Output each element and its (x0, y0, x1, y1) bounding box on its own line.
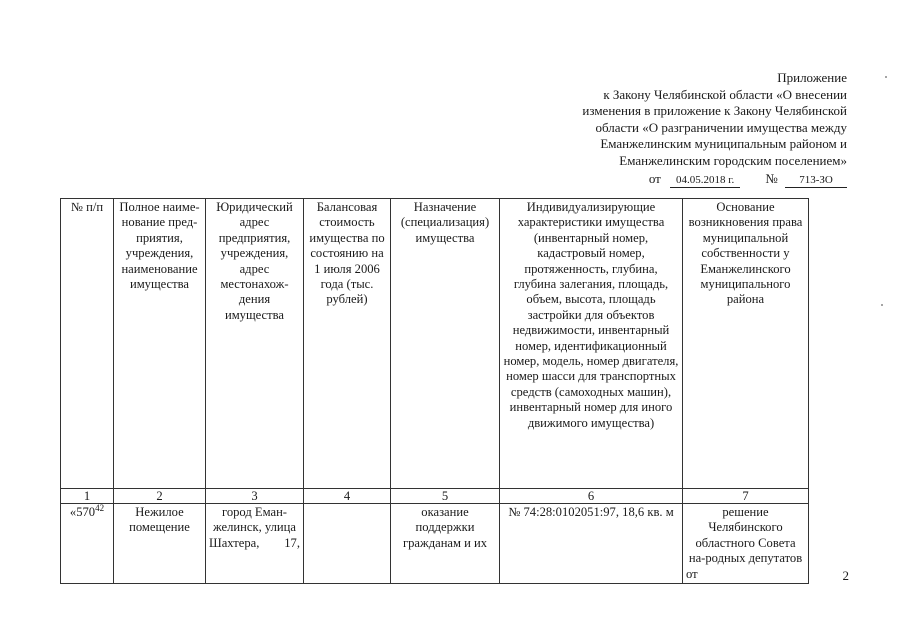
row-number-cell (61, 504, 114, 584)
header-cell: Полное наиме-нование пред-приятия, учреждения, наименование имущества (114, 199, 206, 489)
date-number-line (517, 171, 847, 188)
balance-value-cell (304, 504, 391, 584)
scan-speck (881, 304, 883, 306)
appendix-line: Еманжелинским муниципальным районом и (600, 136, 847, 152)
appendix-header (517, 70, 847, 188)
column-number: 2 (114, 489, 206, 504)
header-cell: Основание возникновения права муниципальной собственности у Еманжелинского муниципального района (683, 199, 809, 489)
appendix-line: Еманжелинским городским поселением» (619, 152, 847, 168)
header-cell: Балансовая стоимость имущества по состоянию на 1 июля 2006 года (тыс. рублей) (304, 199, 391, 489)
property-table (60, 198, 809, 584)
column-number: 1 (61, 489, 114, 504)
table-header-row (61, 199, 809, 489)
property-address-cell: город Еман-желинск, улица Шахтера, 17, (206, 504, 304, 584)
scan-speck (885, 76, 887, 78)
appendix-line: области «О разграничении имущества между (595, 119, 847, 135)
appendix-line: Приложение (777, 70, 847, 85)
row-number-superscript: 42 (95, 502, 105, 513)
property-name-cell: Нежилое помещение (114, 504, 206, 584)
table-row (61, 504, 809, 584)
appendix-line: к Закону Челябинской области «О внесении (603, 86, 847, 102)
purpose-cell: оказание поддержки гражданам и их (391, 504, 500, 584)
page-number: 2 (842, 568, 849, 583)
column-number-row (61, 489, 809, 504)
header-cell: Назначение (специализация) имущества (391, 199, 500, 489)
column-number: 5 (391, 489, 500, 504)
characteristics-cell: № 74:28:0102051:97, 18,6 кв. м (500, 504, 683, 584)
law-number: 713-ЗО (785, 174, 847, 188)
header-cell: Индивидуализирующие характеристики имущества (инвентарный номер, кадастровый номер, протяженность, глубина, глубина залегания, площадь, объем, высота, площадь застройки для объектов недвижимости, инвентарный номер, идентификационный номер, модель, номер двигателя, номер шасси для транспортных средств (самоходных машин), инвентарный номер для иного движимого имущества) (500, 199, 683, 489)
appendix-line: изменения в приложение к Закону Челябинской (582, 103, 847, 119)
column-number: 6 (500, 489, 683, 504)
header-cell: № п/п (61, 199, 114, 489)
header-cell: Юридический адрес предприятия, учреждения, адрес местонахож-дения имущества (206, 199, 304, 489)
ownership-basis-cell: решение Челябинского областного Совета на-родных депутатов от (683, 504, 809, 584)
column-number: 4 (304, 489, 391, 504)
row-number: «570 (69, 505, 96, 519)
column-number: 3 (206, 489, 304, 504)
number-label: № (765, 170, 778, 186)
from-label: от (648, 170, 661, 186)
column-number: 7 (683, 489, 809, 504)
law-date: 04.05.2018 г. (670, 174, 740, 188)
